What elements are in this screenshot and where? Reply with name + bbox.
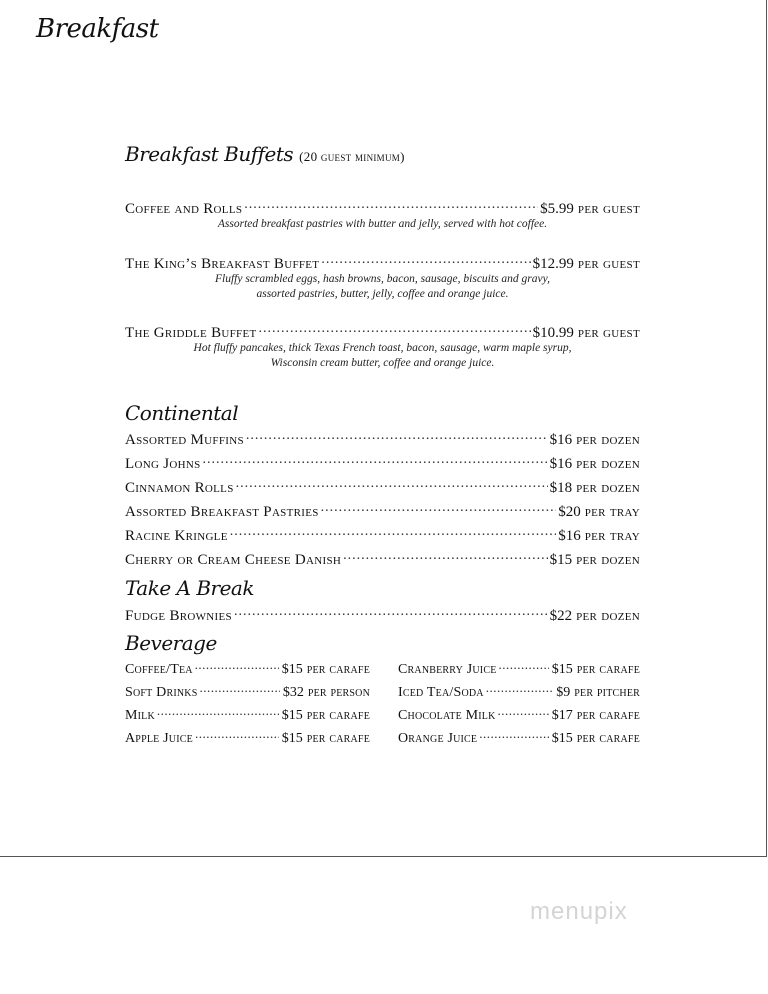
dot-leader	[203, 454, 548, 468]
menu-item	[125, 430, 640, 450]
item-price: $15	[281, 662, 303, 677]
item-price: $17	[551, 708, 573, 723]
dot-leader	[479, 729, 548, 742]
item-price: $15	[281, 708, 303, 723]
beverage-column-left	[125, 660, 370, 752]
beverage-item	[398, 660, 640, 683]
item-unit: per pitcher	[574, 685, 640, 700]
item-name: Cherry or Cream Cheese Danish	[125, 552, 342, 568]
dot-leader	[499, 660, 549, 673]
item-name: Chocolate Milk	[398, 708, 496, 723]
menu-item	[125, 550, 640, 570]
item-unit: per carafe	[576, 708, 640, 723]
item-price: $32	[282, 685, 304, 700]
item-name: Cinnamon Rolls	[125, 480, 234, 496]
dot-leader	[321, 254, 530, 268]
dot-leader	[244, 199, 538, 213]
item-name: Fudge Brownies	[125, 608, 232, 624]
item-price: $18	[549, 480, 573, 496]
section-title-buffets	[125, 142, 405, 166]
item-unit: per guest	[577, 256, 640, 272]
menu-item	[125, 478, 640, 498]
beverage-column-right	[398, 660, 640, 752]
beverage-item	[398, 706, 640, 729]
item-price: $12.99	[532, 256, 574, 272]
description-line: assorted pastries, butter, jelly, coffee and orange juice.	[256, 288, 509, 300]
description-line: Assorted breakfast pastries with butter and jelly, served with hot coffee.	[217, 218, 548, 230]
item-name: Long Johns	[125, 456, 201, 472]
section-title-beverage: Beverage	[125, 631, 217, 655]
dot-leader	[486, 683, 554, 696]
item-price: $16	[558, 528, 581, 544]
item-price: $15	[551, 731, 573, 746]
item-unit: per dozen	[576, 456, 640, 472]
menu-item	[125, 502, 640, 522]
item-name: Assorted Breakfast Pastries	[125, 504, 319, 520]
dot-leader	[343, 550, 547, 564]
item-unit: per tray	[584, 504, 640, 520]
item-unit: per dozen	[576, 552, 640, 568]
item-name: The Griddle Buffet	[125, 325, 257, 341]
dot-leader	[498, 706, 549, 719]
item-unit: per dozen	[576, 432, 640, 448]
dot-leader	[234, 606, 548, 620]
item-price: $10.99	[532, 325, 574, 341]
item-unit: per guest	[577, 201, 640, 217]
item-price: $15	[281, 731, 303, 746]
item-description	[125, 341, 640, 371]
item-name: Orange Juice	[398, 731, 478, 746]
dot-leader	[236, 478, 548, 492]
item-unit: per carafe	[576, 731, 640, 746]
item-unit: per tray	[584, 528, 640, 544]
dot-leader	[246, 430, 548, 444]
dot-leader	[200, 683, 280, 696]
page-title: Breakfast	[36, 14, 159, 44]
description-line: Wisconsin cream butter, coffee and orange juice.	[270, 357, 495, 369]
beverage-item	[125, 683, 370, 706]
item-unit: per carafe	[576, 662, 640, 677]
dot-leader	[157, 706, 279, 719]
item-unit: per guest	[577, 325, 640, 341]
item-name: Racine Kringle	[125, 528, 228, 544]
item-name: Milk	[125, 708, 155, 723]
beverage-item	[125, 660, 370, 683]
item-name: Soft Drinks	[125, 685, 198, 700]
menu-item	[125, 254, 640, 274]
item-price: $16	[549, 432, 573, 448]
item-name: Apple Juice	[125, 731, 193, 746]
item-price: $22	[549, 608, 573, 624]
item-description	[125, 217, 640, 232]
watermark-logo: menupix	[530, 898, 628, 925]
beverage-item	[398, 729, 640, 752]
buffets-note: (20 guest minimum)	[299, 149, 405, 164]
item-unit: per dozen	[576, 480, 640, 496]
beverage-item	[398, 683, 640, 706]
item-unit: per carafe	[306, 708, 370, 723]
item-unit: per dozen	[576, 608, 640, 624]
item-price: $15	[551, 662, 573, 677]
section-title-continental: Continental	[125, 401, 239, 425]
buffets-title: Breakfast Buffets	[125, 142, 294, 166]
item-price: $15	[549, 552, 573, 568]
item-name: Coffee and Rolls	[125, 201, 243, 217]
menu-item	[125, 454, 640, 474]
description-line: Fluffy scrambled eggs, hash browns, bacon, sausage, biscuits and gravy,	[215, 273, 550, 285]
item-unit: per person	[307, 685, 370, 700]
menu-item	[125, 526, 640, 546]
item-name: Assorted Muffins	[125, 432, 244, 448]
beverage-item	[125, 706, 370, 729]
item-name: The King’s Breakfast Buffet	[125, 256, 320, 272]
item-name: Cranberry Juice	[398, 662, 497, 677]
item-name: Iced Tea/Soda	[398, 685, 484, 700]
menu-item	[125, 606, 640, 626]
dot-leader	[195, 660, 279, 673]
item-price: $16	[549, 456, 573, 472]
dot-leader	[230, 526, 557, 540]
dot-leader	[195, 729, 279, 742]
item-price: $20	[558, 504, 581, 520]
item-price: $9	[556, 685, 571, 700]
dot-leader	[321, 502, 557, 516]
menu-item	[125, 199, 640, 219]
item-description	[125, 272, 640, 302]
item-name: Coffee/Tea	[125, 662, 193, 677]
description-line: Hot fluffy pancakes, thick Texas French toast, bacon, sausage, warm maple syrup,	[193, 342, 572, 354]
item-unit: per carafe	[306, 662, 370, 677]
item-price: $5.99	[540, 201, 574, 217]
menu-item	[125, 323, 640, 343]
dot-leader	[259, 323, 531, 337]
item-unit: per carafe	[306, 731, 370, 746]
beverage-item	[125, 729, 370, 752]
section-title-take-a-break: Take A Break	[125, 576, 254, 600]
